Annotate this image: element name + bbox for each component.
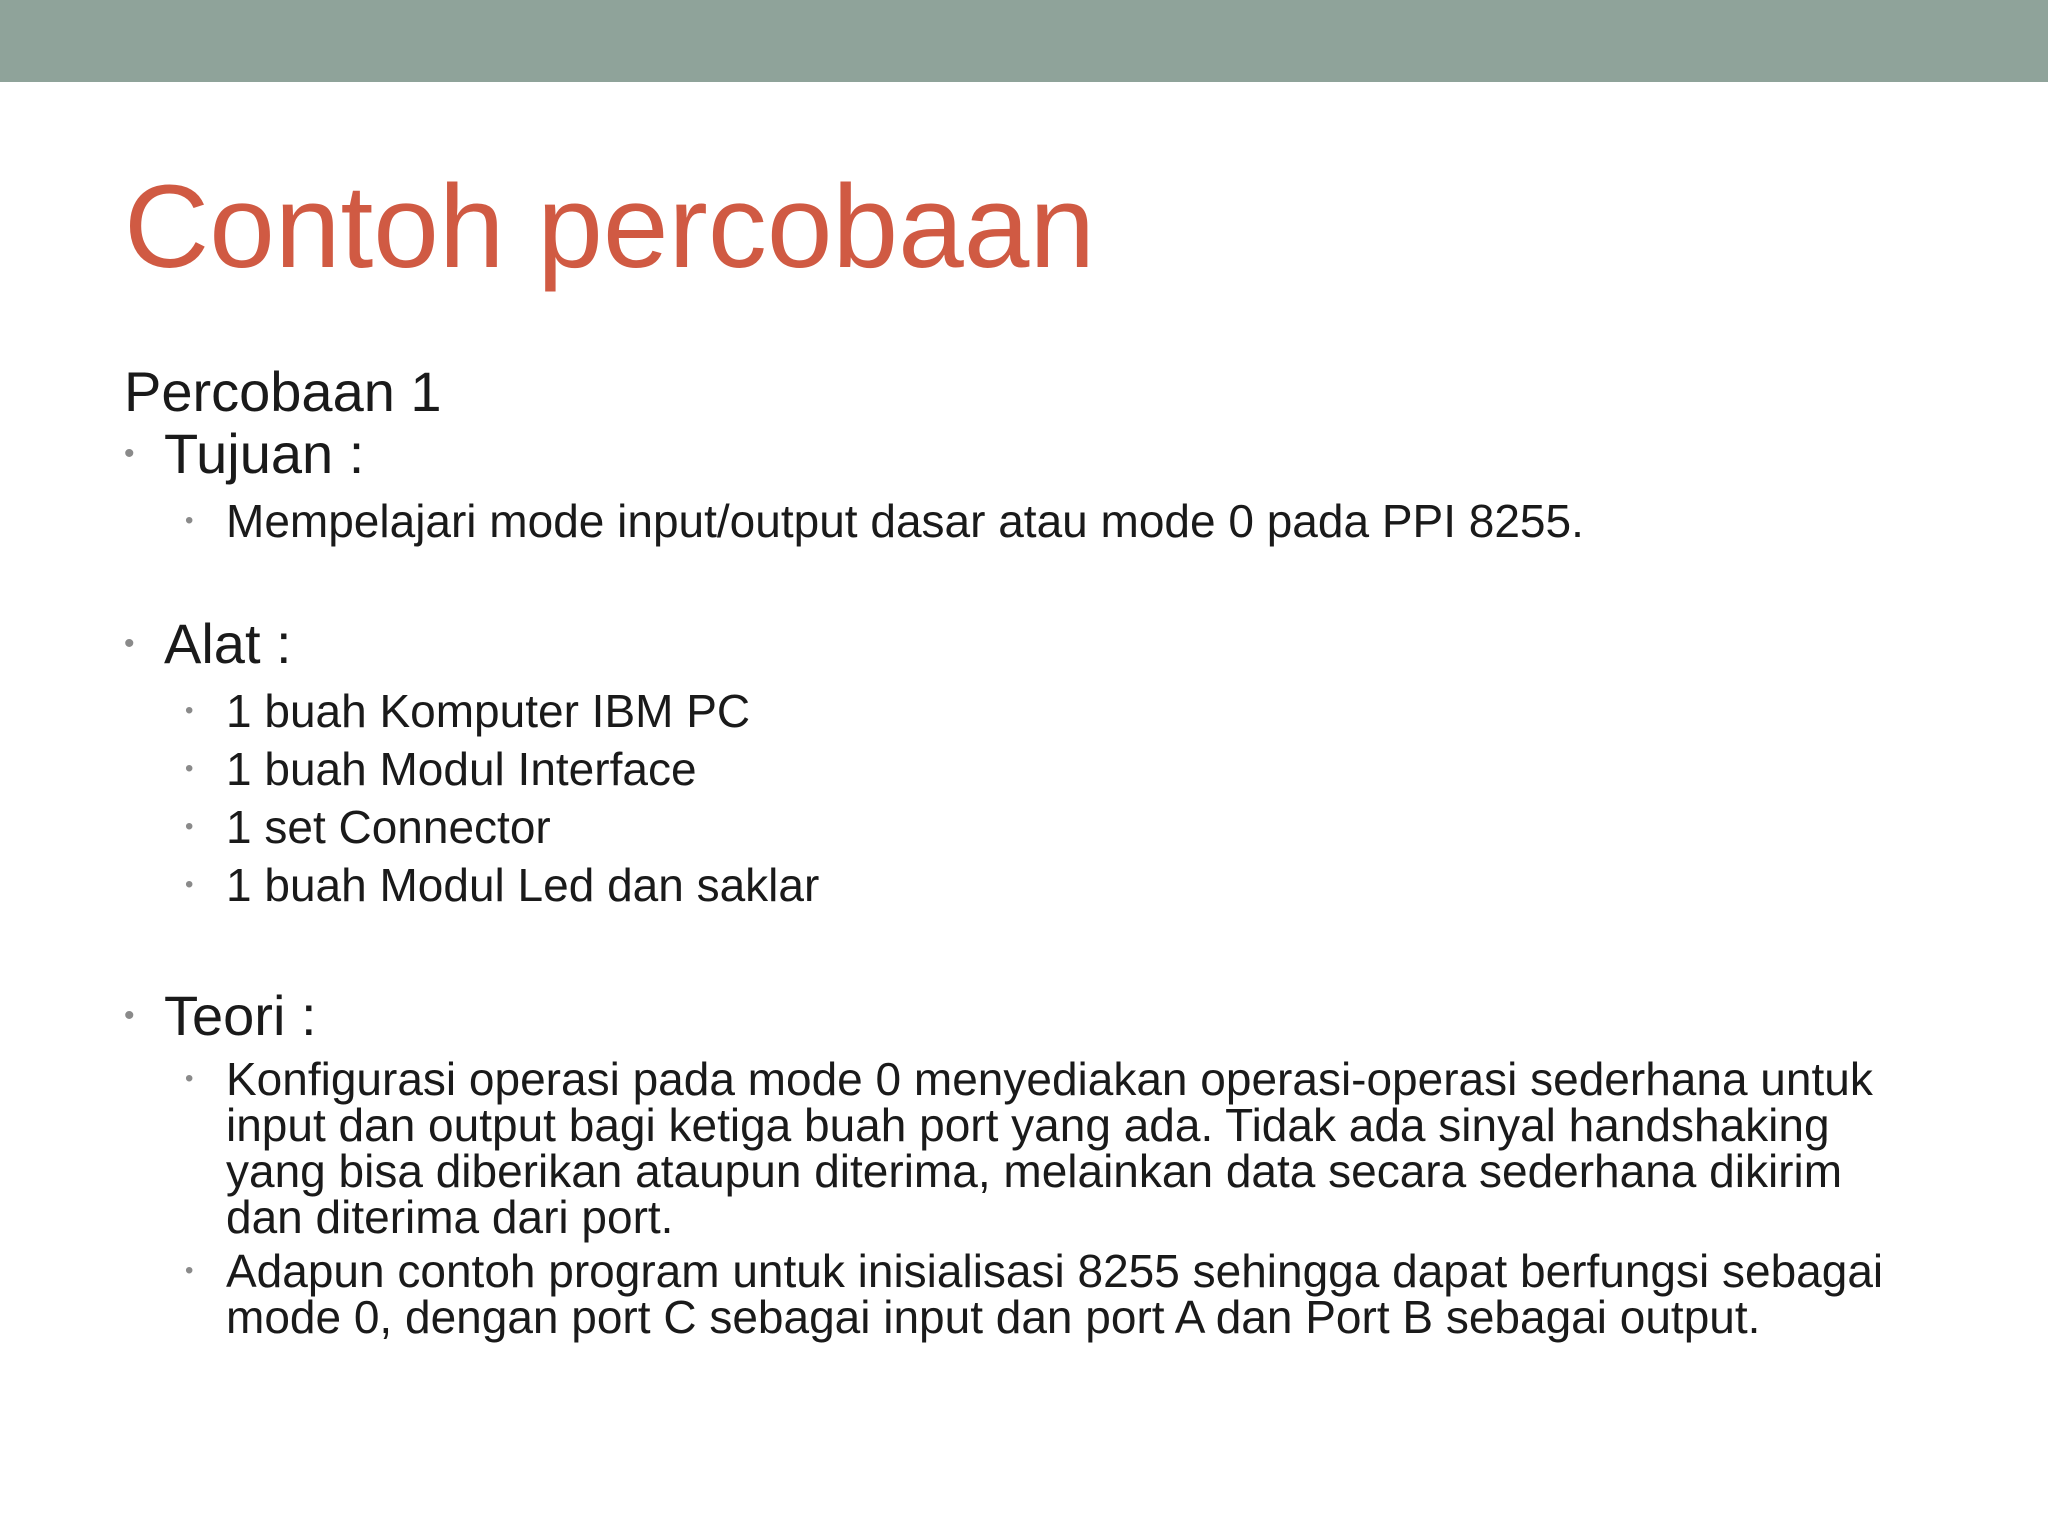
section-heading-tujuan: [124, 422, 1904, 486]
section-heading-teori: [124, 984, 1904, 1048]
list-item-text: 1 buah Modul Interface: [226, 743, 697, 795]
bullet-icon: •: [124, 999, 135, 1032]
alat-item: [124, 856, 1904, 914]
subtitle-percobaan: Percobaan 1: [124, 360, 442, 423]
section-heading-label: Teori :: [164, 984, 317, 1047]
bullet-icon: •: [185, 755, 194, 782]
list-item-text: 1 buah Modul Led dan saklar: [226, 859, 820, 911]
list-item-text: Konfigurasi operasi pada mode 0 menyediakan operasi-operasi sederhana untuk input dan output bagi ketiga buah port yang ada. Tidak ada sinyal handshaking yang bisa diberikan ataupun diterima, melainkan data secara sederhana dikirim dan diterima dari port.: [226, 1053, 1873, 1243]
slide-title: Contoh percobaan: [124, 161, 1095, 293]
bullet-icon: •: [185, 1065, 194, 1092]
list-item-text: 1 buah Komputer IBM PC: [226, 685, 751, 737]
bullet-icon: •: [185, 871, 194, 898]
section-heading-alat: [124, 612, 1904, 676]
bullet-icon: •: [185, 697, 194, 724]
tujuan-item: [124, 492, 1904, 550]
teori-item: [124, 1245, 1904, 1343]
alat-item: [124, 740, 1904, 798]
bullet-icon: •: [124, 627, 135, 660]
list-item-text: Adapun contoh program untuk inisialisasi 8255 sehingga dapat berfungsi sebagai mode 0, dengan port C sebagai input dan port A dan Port B sebagai output.: [226, 1245, 1884, 1343]
slide-body: [124, 360, 1904, 1343]
section-heading-label: Tujuan :: [164, 422, 365, 485]
bullet-icon: •: [185, 507, 194, 534]
bullet-icon: •: [185, 813, 194, 840]
list-item-text: 1 set Connector: [226, 801, 551, 853]
bullet-icon: •: [124, 437, 135, 470]
list-item-text: Mempelajari mode input/output dasar atau mode 0 pada PPI 8255.: [226, 495, 1584, 547]
bullet-icon: •: [185, 1257, 194, 1284]
alat-item: [124, 682, 1904, 740]
teori-item: [124, 1053, 1904, 1243]
top-accent-band: [0, 0, 2048, 82]
alat-item: [124, 798, 1904, 856]
section-heading-label: Alat :: [164, 612, 292, 675]
